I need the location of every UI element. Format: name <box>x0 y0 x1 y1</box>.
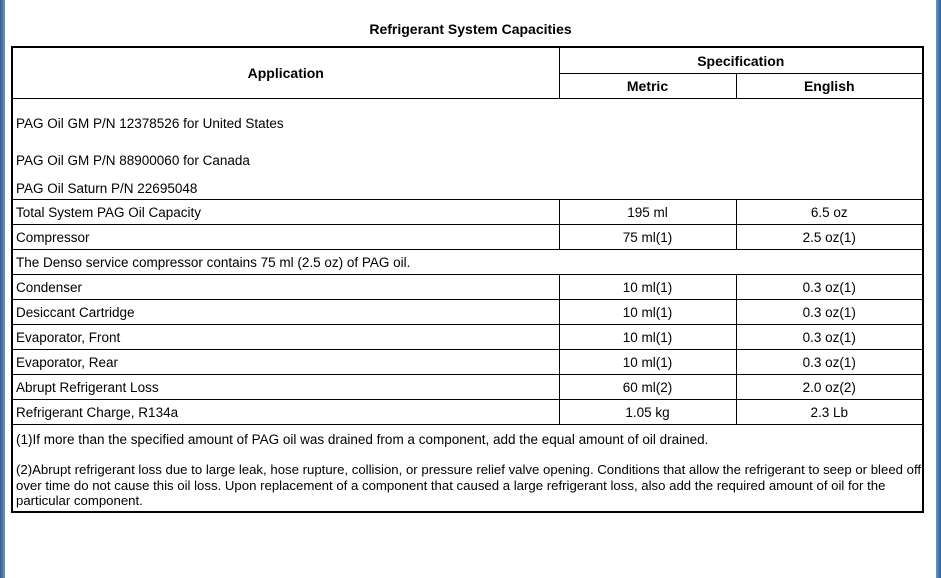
table-row <box>12 425 923 452</box>
header-application: Application <box>12 47 559 99</box>
cell-application: Total System PAG Oil Capacity <box>12 200 559 225</box>
table-title: Refrigerant System Capacities <box>369 21 572 37</box>
footnote-2: (2)Abrupt refrigerant loss due to large leak, hose rupture, collision, or pressure relief valve opening. Conditions that allow the refrigerant to seep or bleed off over time do not cause this oil loss. Upon replacement of a component that caused a large refrigerant loss, also add the required amount of oil for the particular component. <box>12 451 923 512</box>
cell-application: Evaporator, Front <box>12 325 559 350</box>
cell-metric: 1.05 kg <box>559 400 736 425</box>
cell-application: Compressor <box>12 225 559 250</box>
table-row <box>12 375 923 400</box>
cell-english: 2.5 oz(1) <box>736 225 923 250</box>
table-row <box>12 136 923 170</box>
table-row <box>12 225 923 250</box>
cell-english: 0.3 oz(1) <box>736 325 923 350</box>
cell-application: Condenser <box>12 275 559 300</box>
cell-metric: 75 ml(1) <box>559 225 736 250</box>
table-row <box>12 250 923 275</box>
table-row <box>12 325 923 350</box>
cell-application: Desiccant Cartridge <box>12 300 559 325</box>
cell-english: 0.3 oz(1) <box>736 300 923 325</box>
cell-metric: 60 ml(2) <box>559 375 736 400</box>
cell-application: Abrupt Refrigerant Loss <box>12 375 559 400</box>
table-row <box>12 200 923 225</box>
table-row <box>12 400 923 425</box>
denso-note: The Denso service compressor contains 75 ml (2.5 oz) of PAG oil. <box>12 250 923 275</box>
cell-english: 0.3 oz(1) <box>736 350 923 375</box>
cell-application: Evaporator, Rear <box>12 350 559 375</box>
header-metric: Metric <box>559 74 736 99</box>
window-frame-right <box>936 0 941 578</box>
header-specification: Specification <box>559 47 923 74</box>
pag-oil-us: PAG Oil GM P/N 12378526 for United States <box>12 99 923 137</box>
table-row <box>12 99 923 137</box>
table-row <box>12 451 923 512</box>
cell-english: 6.5 oz <box>736 200 923 225</box>
table-row <box>12 350 923 375</box>
cell-english: 2.0 oz(2) <box>736 375 923 400</box>
pag-oil-canada: PAG Oil GM P/N 88900060 for Canada <box>12 136 923 170</box>
footnote-1: (1)If more than the specified amount of PAG oil was drained from a component, add the equal amount of oil drained. <box>12 425 923 452</box>
table-row <box>12 300 923 325</box>
cell-metric: 10 ml(1) <box>559 325 736 350</box>
cell-metric: 10 ml(1) <box>559 350 736 375</box>
capacities-table <box>11 46 924 513</box>
cell-metric: 10 ml(1) <box>559 300 736 325</box>
cell-metric: 10 ml(1) <box>559 275 736 300</box>
cell-application: Refrigerant Charge, R134a <box>12 400 559 425</box>
document-page <box>5 0 936 578</box>
pag-oil-saturn: PAG Oil Saturn P/N 22695048 <box>12 170 923 200</box>
table-row <box>12 275 923 300</box>
cell-metric: 195 ml <box>559 200 736 225</box>
table-row <box>12 170 923 200</box>
cell-english: 0.3 oz(1) <box>736 275 923 300</box>
cell-english: 2.3 Lb <box>736 400 923 425</box>
header-english: English <box>736 74 923 99</box>
